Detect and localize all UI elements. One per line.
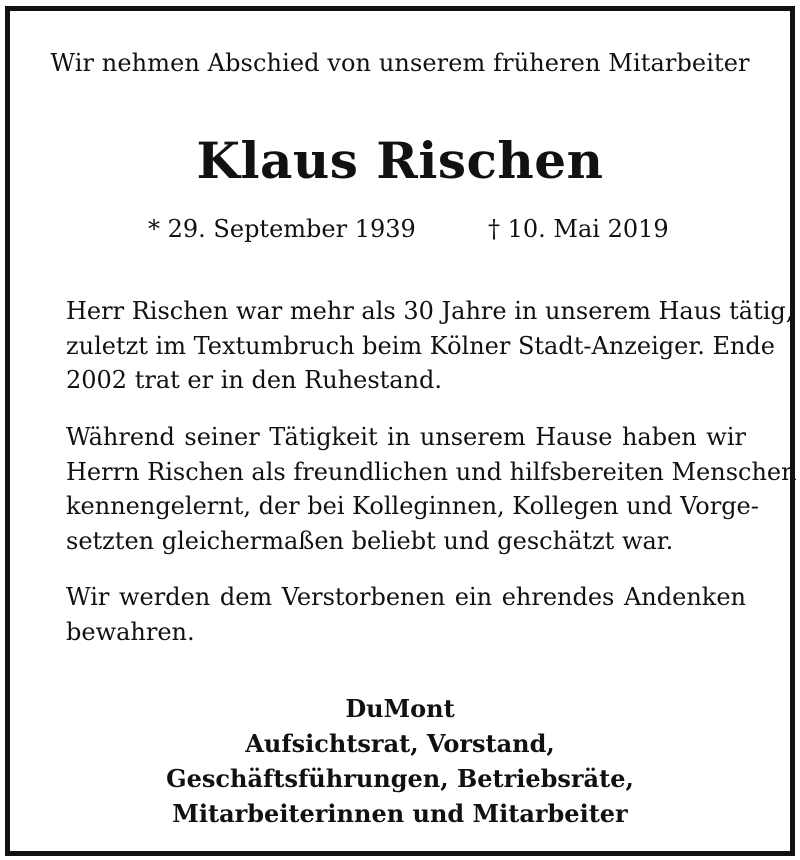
text-line: Herr Rischen war mehr als 30 Jahre in unserem Haus tätig, <box>66 297 794 325</box>
signature-line: Mitarbeiterinnen und Mitarbeiter <box>172 799 628 828</box>
notice-frame <box>5 6 795 856</box>
paragraph-career <box>66 294 794 398</box>
signature-line: Aufsichtsrat, Vorstand, <box>245 729 555 758</box>
text-line: 2002 trat er in den Ruhestand. <box>66 366 443 394</box>
text-line: Während seiner Tätigkeit in unserem Hause haben wir <box>66 423 746 451</box>
signature-company: DuMont <box>345 694 455 723</box>
paragraph-character <box>66 420 797 558</box>
intro-text: Wir nehmen Abschied von unserem früheren Mitarbeiter <box>50 49 750 77</box>
deceased-name: Klaus Rischen <box>196 131 604 190</box>
text-line: setzten gleichermaßen beliebt und geschätzt war. <box>66 526 674 555</box>
signature-block <box>10 691 790 831</box>
signature-line: Geschäftsführungen, Betriebsräte, <box>166 764 634 793</box>
text-line: kennengelernt, der bei Kolleginnen, Kollegen und Vorge- <box>66 492 759 520</box>
text-line: Wir werden dem Verstorbenen ein ehrendes Andenken <box>66 583 746 611</box>
death-date: † 10. Mai 2019 <box>488 215 669 243</box>
birth-date: * 29. September 1939 <box>148 215 416 243</box>
paragraph-remembrance <box>66 580 746 649</box>
text-line: zuletzt im Textumbruch beim Kölner Stadt-Anzeiger. Ende <box>66 331 775 360</box>
text-line: Herrn Rischen als freundlichen und hilfsbereiten Menschen <box>66 457 797 486</box>
text-line: bewahren. <box>66 617 195 646</box>
